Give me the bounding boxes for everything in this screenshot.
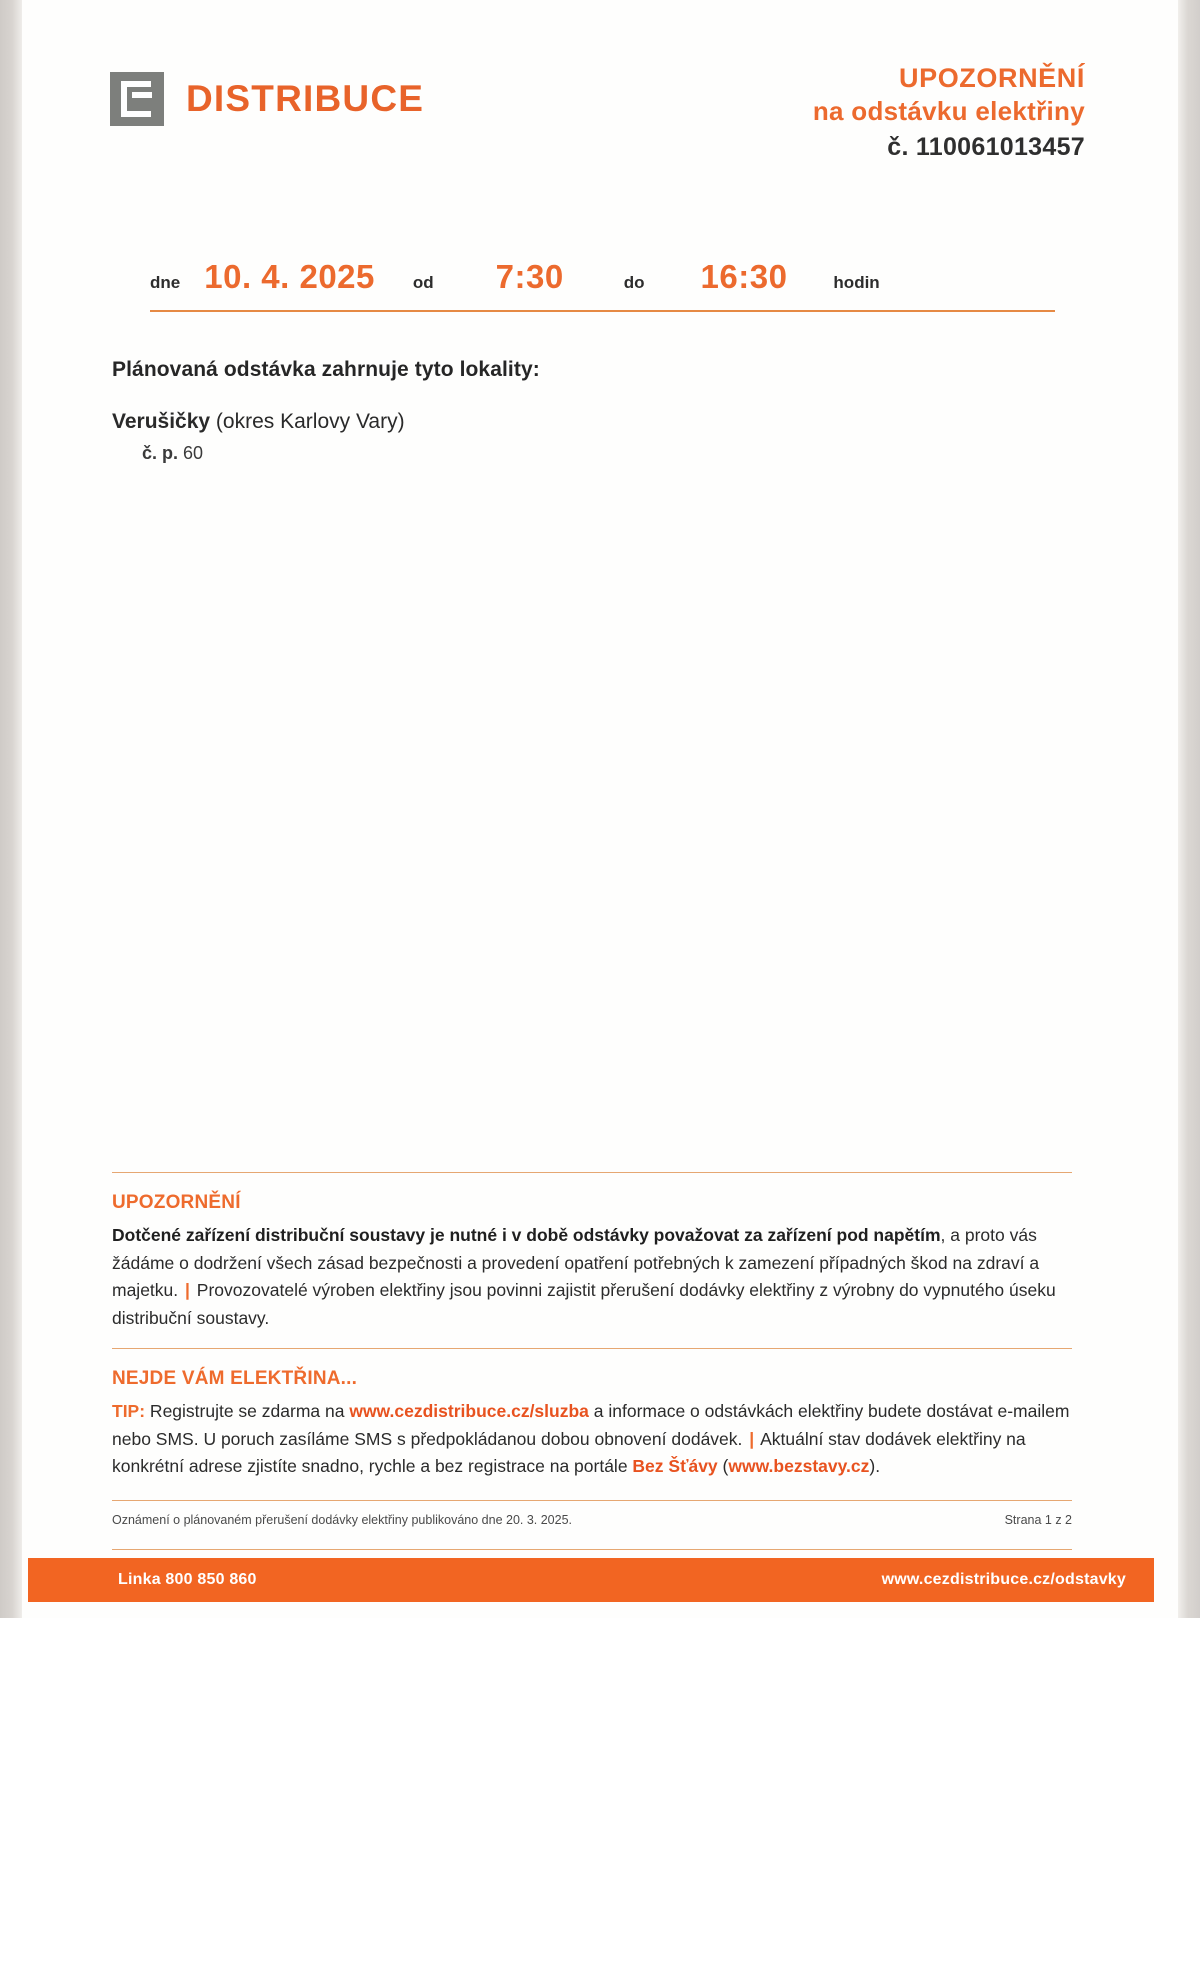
document-header: [110, 62, 1085, 192]
locality-address: [142, 443, 1012, 464]
scan-edge-left: [0, 0, 22, 1618]
locality-municipality: Verušičky: [112, 410, 211, 433]
divider-footnote: [112, 1500, 1072, 1501]
portal-name-bez-stavy[interactable]: Bez Šťávy: [632, 1456, 718, 1477]
divider-middle: [112, 1348, 1072, 1349]
brand-wordmark: DISTRIBUCE: [186, 78, 425, 119]
footer-hotline: Linka 800 850 860: [118, 1571, 257, 1588]
link-bezstavy[interactable]: www.bezstavy.cz: [728, 1456, 870, 1477]
footer-website[interactable]: www.cezdistribuce.cz/odstavky: [881, 1571, 1126, 1588]
localities-heading: Plánovaná odstávka zahrnuje tyto lokality:: [112, 358, 540, 381]
locality-address-label: č. p.: [142, 443, 179, 463]
cez-logo-icon: [110, 72, 164, 126]
tip-label: TIP:: [112, 1401, 146, 1421]
brand-lockup: [110, 72, 424, 126]
link-cezdistribuce-sluzba[interactable]: www.cezdistribuce.cz/sluzba: [349, 1401, 589, 1421]
help-text-4: (: [717, 1456, 729, 1477]
label-to: do: [623, 273, 645, 292]
notice-reference-number: č. 110061013457: [887, 133, 1085, 162]
warning-second-sentence: Provozovatelé výroben elektřiny jsou povinni zajistit přerušení dodávky elektřiny z výrobny do vypnutého úseku distribuční soustavy.: [112, 1280, 1056, 1328]
label-hours: hodin: [833, 273, 880, 292]
scan-edge-right: [1178, 0, 1200, 1618]
warning-separator: |: [185, 1280, 190, 1301]
help-separator: |: [749, 1428, 755, 1449]
help-text-1: Registrujte se zdarma na: [145, 1401, 350, 1421]
section-heading-warning: UPOZORNĚNÍ: [112, 1192, 241, 1213]
label-from: od: [412, 273, 434, 292]
publication-note: Oznámení o plánovaném přerušení dodávky elektřiny publikováno dne 20. 3. 2025.: [112, 1513, 573, 1527]
header-title-block: [813, 62, 1085, 162]
outage-window: [150, 258, 1055, 312]
notice-kicker: UPOZORNĚNÍ: [898, 63, 1085, 93]
section-heading-help: NEJDE VÁM ELEKTŘINA...: [112, 1368, 358, 1389]
divider-top: [112, 1172, 1072, 1173]
outage-time-from: 7:30: [495, 258, 564, 295]
label-day: dne: [150, 273, 181, 292]
list-item: [112, 410, 1012, 464]
locality-address-value: 60: [183, 443, 204, 463]
localities-section: [112, 358, 1012, 464]
outage-date: 10. 4. 2025: [204, 258, 375, 295]
outage-time-to: 16:30: [700, 258, 788, 295]
divider-bottom: [112, 1549, 1072, 1550]
help-text-3: Aktuální stav dodávek elektřiny na konkrétní adrese zjistíte snadno, rychle a bez registrace na portále: [112, 1428, 1026, 1477]
notice-subtitle: na odstávku elektřiny: [812, 95, 1085, 126]
locality-name: [112, 410, 1012, 434]
warning-paragraph: [112, 1222, 1077, 1333]
footer-bar: [28, 1558, 1154, 1602]
help-paragraph: [112, 1398, 1077, 1481]
page-indicator: Strana 1 z 2: [1004, 1513, 1072, 1527]
help-text-5: ).: [869, 1456, 881, 1477]
locality-district: (okres Karlovy Vary): [210, 410, 405, 433]
help-text-2: a informace o odstávkách elektřiny budete dostávat e-mailem nebo SMS. U poruch zasíláme SMS s předpokládanou dobou obnovení dodávek.: [112, 1401, 1070, 1449]
warning-bold-lead: Dotčené zařízení distribuční soustavy je nutné i v době odstávky považovat za zařízení pod napětím: [112, 1225, 941, 1245]
warning-text-after-lead: , a proto vás žádáme o dodržení všech zásad bezpečnosti a provedení opatření potřebných k zamezení případných škod na zdraví a majetku.: [112, 1225, 1040, 1301]
